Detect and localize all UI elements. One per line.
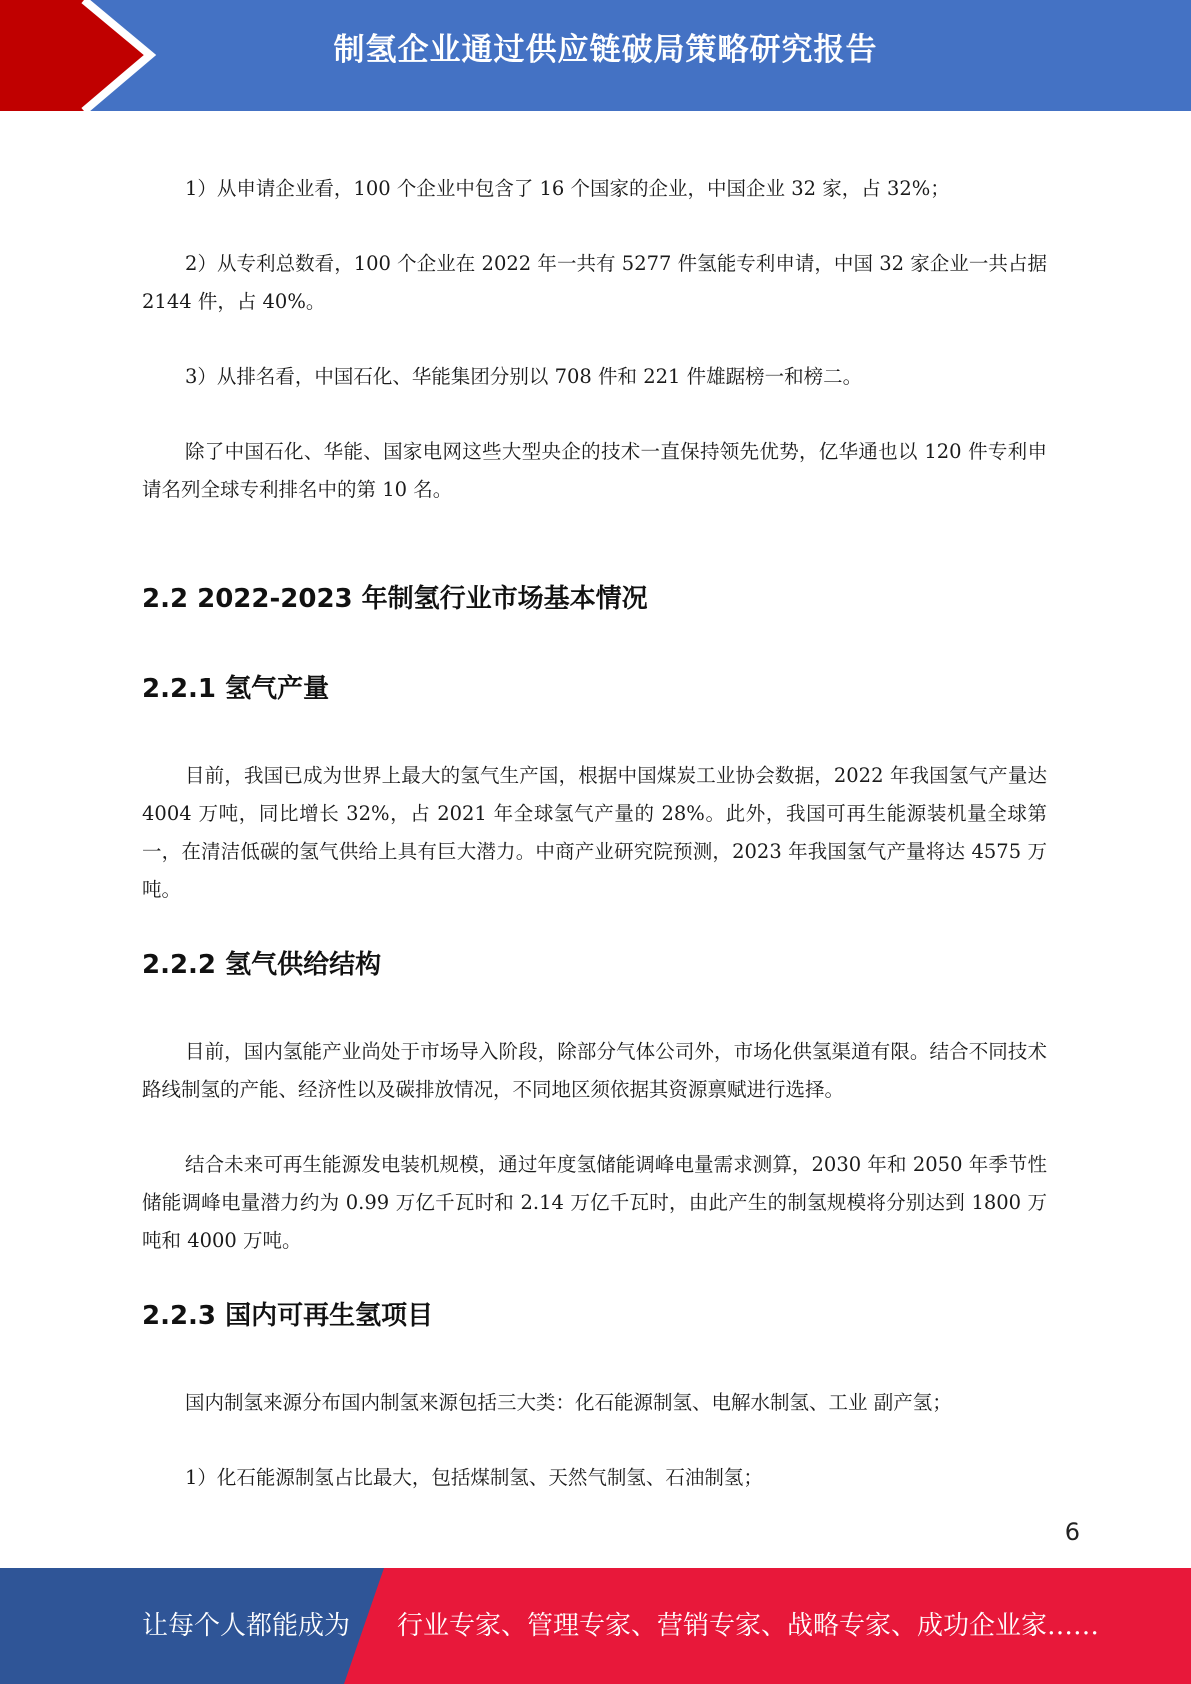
paragraph-leaders: 除了中国石化、华能、国家电网这些大型央企的技术一直保持领先优势，亿华通也以 120 件专利申请名列全球专利排名中的第 10 名。 xyxy=(142,440,1047,501)
page-content xyxy=(142,170,1047,1497)
section-heading-2-2-3: 2.2.3 国内可再生氢项目 xyxy=(142,1301,434,1331)
paragraph-supply-forecast: 结合未来可再生能源发电装机规模，通过年度氢储能调峰电量需求测算，2030 年和 2050 年季节性储能调峰电量潜力约为 0.99 万亿千瓦时和 2.14 万亿千瓦时，由此产生的制氢规模将分别达到 1800 万吨和 4000 万吨。 xyxy=(142,1153,1047,1252)
page-header xyxy=(0,0,1191,111)
section-heading-2-2: 2.2 2022-2023 年制氢行业市场基本情况 xyxy=(142,584,648,614)
paragraph-supply-market: 目前，国内氢能产业尚处于市场导入阶段，除部分气体公司外，市场化供氢渠道有限。结合不同技术路线制氢的产能、经济性以及碳排放情况，不同地区须依据其资源禀赋进行选择。 xyxy=(142,1040,1047,1101)
paragraph-applicants: 1）从申请企业看，100 个企业中包含了 16 个国家的企业，中国企业 32 家，占 32%； xyxy=(185,177,950,200)
paragraph-sources: 国内制氢来源分布国内制氢来源包括三大类：化石能源制氢、电解水制氢、工业 副产氢； xyxy=(185,1391,952,1414)
section-heading-2-2-2: 2.2.2 氢气供给结构 xyxy=(142,950,382,980)
footer-slogan-right: 行业专家、管理专家、营销专家、战略专家、成功企业家…… xyxy=(397,1611,1100,1641)
page-footer xyxy=(0,1568,1191,1684)
paragraph-fossil-source: 1）化石能源制氢占比最大，包括煤制氢、天然气制氢、石油制氢； xyxy=(185,1466,763,1489)
paragraph-patent-total: 2）从专利总数看，100 个企业在 2022 年一共有 5277 件氢能专利申请，中国 32 家企业一共占据 2144 件，占 40%。 xyxy=(142,252,1047,313)
footer-slogan-left: 让每个人都能成为 xyxy=(142,1611,351,1641)
section-heading-2-2-1: 2.2.1 氢气产量 xyxy=(142,674,330,704)
paragraph-hydrogen-output: 目前，我国已成为世界上最大的氢气生产国，根据中国煤炭工业协会数据，2022 年我国氢气产量达 4004 万吨，同比增长 32%，占 2021 年全球氢气产量的 28%。此外，我国可再生能源装机量全球第一，在清洁低碳的氢气供给上具有巨大潜力。中商产业研究院预测，2023 年我国氢气产量将达 4575 万吨。 xyxy=(142,764,1047,901)
paragraph-ranking: 3）从排名看，中国石化、华能集团分别以 708 件和 221 件雄踞榜一和榜二。 xyxy=(185,365,863,388)
report-title: 制氢企业通过供应链破局策略研究报告 xyxy=(333,32,878,68)
page-number: 6 xyxy=(1064,1518,1080,1546)
